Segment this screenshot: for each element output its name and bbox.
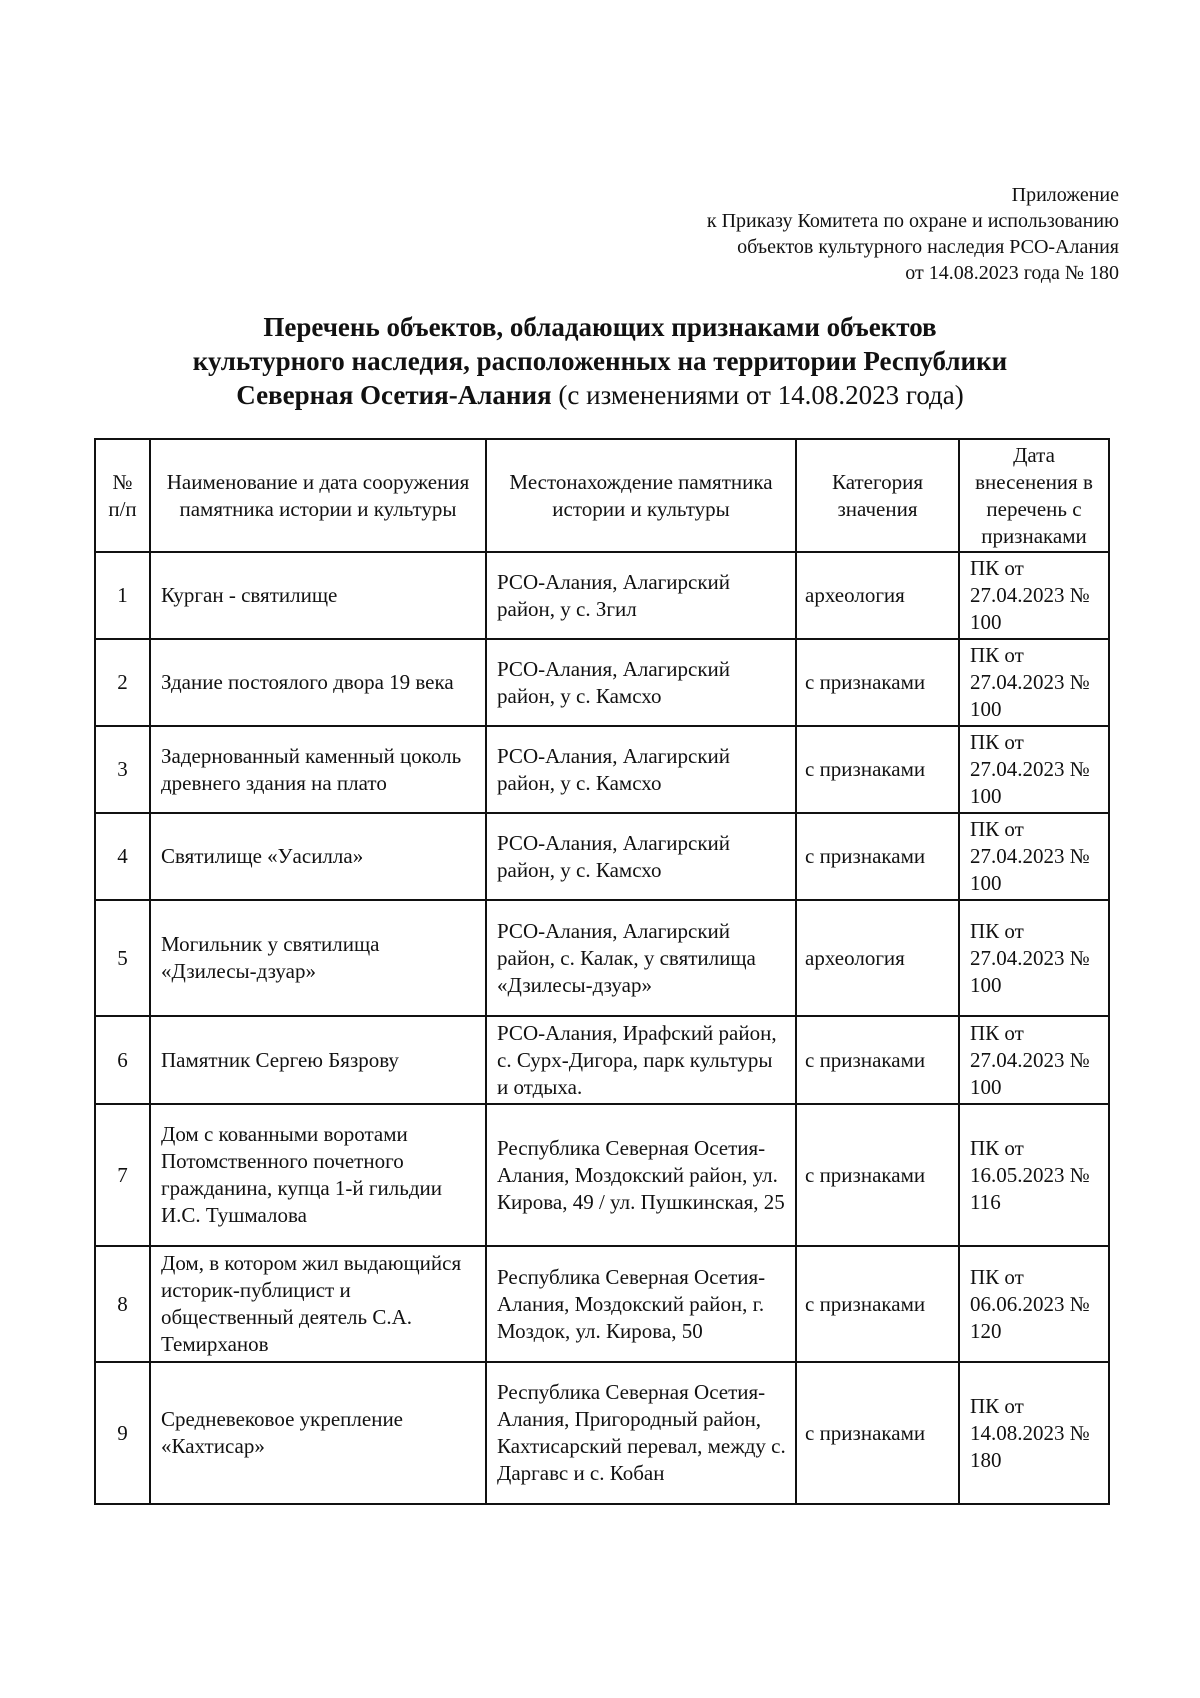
row-name: Дом, в котором жил выдающийся историк-публицист и общественный деятель С.А. Темирханов (150, 1246, 486, 1362)
row-category: археология (796, 552, 959, 639)
row-name: Средневековое укрепление «Кахтисар» (150, 1362, 486, 1504)
title-bold-part: Северная Осетия-Алания (236, 380, 552, 410)
title-line: Перечень объектов, обладающих признаками объектов (263, 312, 937, 342)
row-category: с признаками (796, 813, 959, 900)
document-title (0, 310, 1200, 412)
row-date: ПК от 16.05.2023 № 116 (959, 1104, 1109, 1246)
table-row (95, 552, 1109, 639)
table-row (95, 900, 1109, 1016)
row-number: 5 (95, 900, 150, 1016)
row-date: ПК от 14.08.2023 № 180 (959, 1362, 1109, 1504)
row-location: РСО-Алания, Алагирский район, у с. Камсхо (486, 813, 796, 900)
row-number: 1 (95, 552, 150, 639)
header-number: № п/п (95, 439, 150, 552)
row-date: ПК от 27.04.2023 № 100 (959, 813, 1109, 900)
row-name: Курган - святилище (150, 552, 486, 639)
row-name: Памятник Сергею Бязрову (150, 1016, 486, 1104)
row-number: 4 (95, 813, 150, 900)
row-location: Республика Северная Осетия-Алания, Моздокский район, ул. Кирова, 49 / ул. Пушкинская, 25 (486, 1104, 796, 1246)
row-number: 6 (95, 1016, 150, 1104)
row-location: РСО-Алания, Алагирский район, у с. Згил (486, 552, 796, 639)
row-number: 7 (95, 1104, 150, 1246)
row-name: Святилище «Уасилла» (150, 813, 486, 900)
row-date: ПК от 27.04.2023 № 100 (959, 900, 1109, 1016)
row-name: Здание постоялого двора 19 века (150, 639, 486, 726)
header-category: Категория значения (796, 439, 959, 552)
row-date: ПК от 27.04.2023 № 100 (959, 726, 1109, 813)
table-row (95, 1016, 1109, 1104)
row-category: с признаками (796, 1104, 959, 1246)
appendix-line: объектов культурного наследия РСО-Алания (737, 236, 1119, 258)
table-row (95, 639, 1109, 726)
row-location: РСО-Алания, Алагирский район, у с. Камсхо (486, 639, 796, 726)
row-number: 3 (95, 726, 150, 813)
row-name: Дом с кованными воротами Потомственного почетного гражданина, купца 1-й гильдии И.С. Тушмалова (150, 1104, 486, 1246)
row-category: с признаками (796, 1016, 959, 1104)
row-date: ПК от 27.04.2023 № 100 (959, 1016, 1109, 1104)
table-row (95, 1246, 1109, 1362)
row-category: с признаками (796, 1246, 959, 1362)
appendix-block (707, 182, 1119, 286)
title-plain-part: (с изменениями от 14.08.2023 года) (558, 380, 964, 410)
row-date: ПК от 06.06.2023 № 120 (959, 1246, 1109, 1362)
table-row (95, 726, 1109, 813)
row-date: ПК от 27.04.2023 № 100 (959, 552, 1109, 639)
row-location: РСО-Алания, Ирафский район, с. Сурх-Дигора, парк культуры и отдыха. (486, 1016, 796, 1104)
row-location: РСО-Алания, Алагирский район, у с. Камсхо (486, 726, 796, 813)
table-row (95, 813, 1109, 900)
heritage-table (94, 438, 1110, 1505)
header-name: Наименование и дата сооружения памятника истории и культуры (150, 439, 486, 552)
row-category: с признаками (796, 639, 959, 726)
row-location: Республика Северная Осетия-Алания, Пригородный район, Кахтисарский перевал, между с. Даргавс и с. Кобан (486, 1362, 796, 1504)
row-category: с признаками (796, 726, 959, 813)
header-row (95, 439, 1109, 552)
row-number: 9 (95, 1362, 150, 1504)
row-number: 8 (95, 1246, 150, 1362)
header-date: Дата внесенения в перечень с признаками (959, 439, 1109, 552)
title-line (0, 378, 1200, 412)
row-name: Могильник у святилища «Дзилесы-дзуар» (150, 900, 486, 1016)
title-line: культурного наследия, расположенных на территории Республики (192, 346, 1008, 376)
row-name: Задернованный каменный цоколь древнего здания на плато (150, 726, 486, 813)
row-category: археология (796, 900, 959, 1016)
appendix-line: к Приказу Комитета по охране и использованию (706, 210, 1119, 232)
row-location: Республика Северная Осетия-Алания, Моздокский район, г. Моздок, ул. Кирова, 50 (486, 1246, 796, 1362)
row-number: 2 (95, 639, 150, 726)
table-row (95, 1104, 1109, 1246)
table-row (95, 1362, 1109, 1504)
row-category: с признаками (796, 1362, 959, 1504)
row-location: РСО-Алания, Алагирский район, с. Калак, у святилища «Дзилесы-дзуар» (486, 900, 796, 1016)
appendix-line: от 14.08.2023 года № 180 (905, 262, 1119, 284)
header-location: Местонахождение памятника истории и культуры (486, 439, 796, 552)
appendix-line: Приложение (1011, 184, 1119, 206)
row-date: ПК от 27.04.2023 № 100 (959, 639, 1109, 726)
